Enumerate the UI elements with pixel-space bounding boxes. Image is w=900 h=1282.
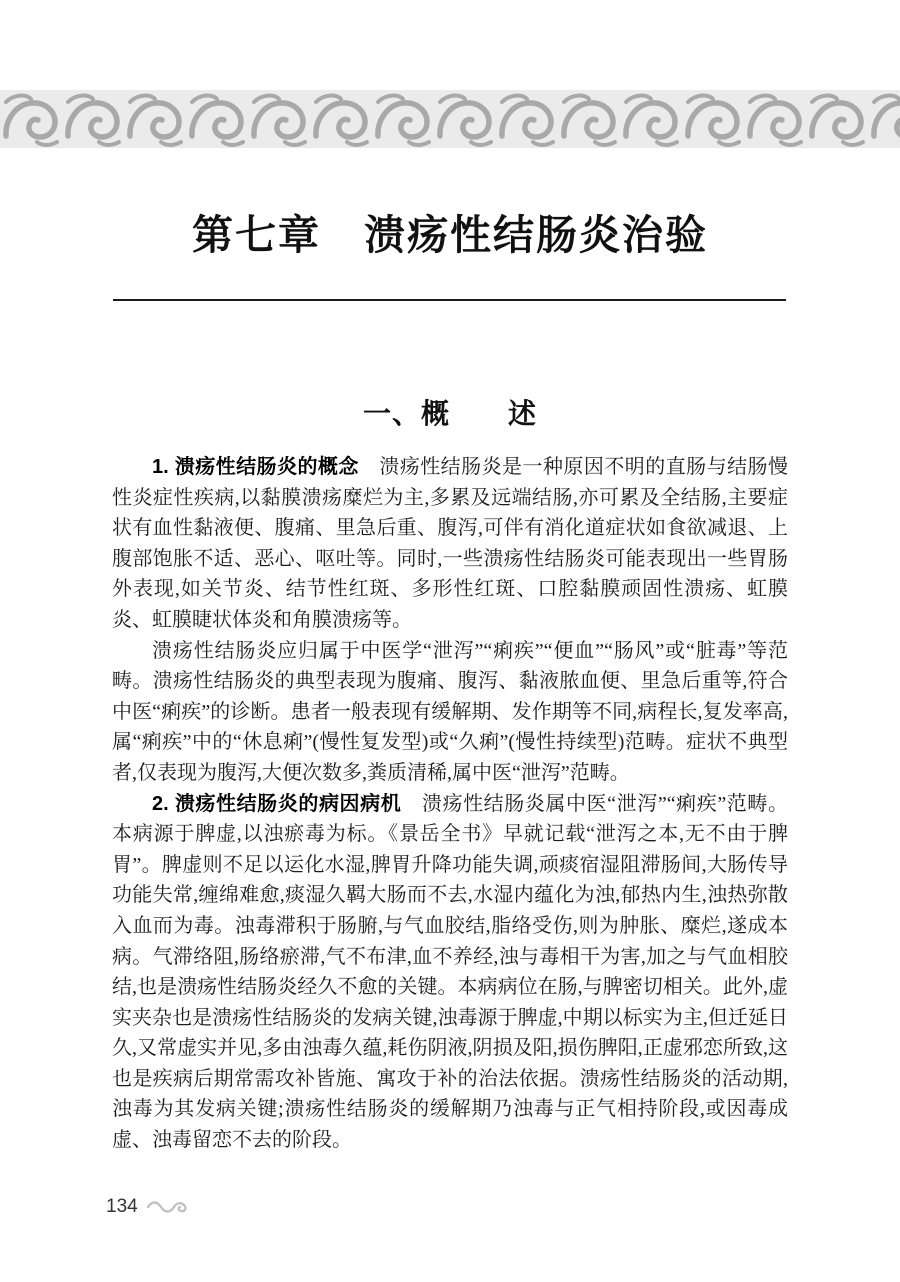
paragraph-3-lead: 2. 溃疡性结肠炎的病因病机	[152, 792, 422, 815]
footer-ornament-icon	[146, 1198, 194, 1216]
paragraph-1	[112, 452, 788, 636]
body-text	[112, 452, 788, 1156]
page-footer	[106, 1196, 194, 1218]
section-title: 一、概 述	[362, 398, 537, 429]
paragraph-3	[112, 789, 788, 1156]
paragraph-2	[112, 636, 788, 789]
page-number: 134	[106, 1196, 138, 1217]
title-divider	[113, 299, 786, 301]
chapter-title: 第七章 溃疡性结肠炎治验	[192, 212, 708, 258]
paragraph-2-text: 溃疡性结肠炎应归属于中医学“泄泻”“痢疾”“便血”“肠风”或“脏毒”等范畴。溃疡性结肠炎的典型表现为腹痛、腹泻、黏液脓血便、里急后重等,符合中医“痢疾”的诊断。患者一般表现有缓解期、发作期等不同,病程长,复发率高,属“痢疾”中的“休息痢”(慢性复发型)或“久痢”(慢性持续型)范畴。症状不典型者,仅表现为腹泻,大便次数多,粪质清稀,属中医“泄泻”范畴。	[112, 639, 788, 784]
paragraph-1-lead: 1. 溃疡性结肠炎的概念	[152, 456, 380, 478]
paragraph-3-text: 溃疡性结肠炎属中医“泄泻”“痢疾”范畴。本病源于脾虚,以浊瘀毒为标。《景岳全书》早就记载“泄泻之本,无不由于脾胃”。脾虚则不足以运化水湿,脾胃升降功能失调,顽痰宿湿阻滞肠间,大肠传导功能失常,缠绵难愈,痰湿久羁大肠而不去,水湿内蕴化为浊,郁热内生,浊热弥散入血而为毒。浊毒滞积于肠腑,与气血胶结,脂络受伤,则为肿胀、糜烂,遂成本病。气滞络阻,肠络瘀滞,气不布津,血不养经,浊与毒相干为害,加之与气血相胶结,也是溃疡性结肠炎经久不愈的关键。本病病位在肠,与脾密切相关。此外,虚实夹杂也是溃疡性结肠炎的发病关键,浊毒源于脾虚,中期以标实为主,但迁延日久,又常虚实并见,多由浊毒久蕴,耗伤阴液,阴损及阳,损伤脾阳,正虚邪恋所致,这也是疾病后期常需攻补皆施、寓攻于补的治法依据。溃疡性结肠炎的活动期,浊毒为其发病关键;溃疡性结肠炎的缓解期乃浊毒与正气相持阶段,或因毒成虚、浊毒留恋不去的阶段。	[112, 792, 788, 1152]
paragraph-1-text: 溃疡性结肠炎是一种原因不明的直肠与结肠慢性炎症性疾病,以黏膜溃疡糜烂为主,多累及远端结肠,亦可累及全结肠,主要症状有血性黏液便、腹痛、里急后重、腹泻,可伴有消化道症状如食欲减退、上腹部饱胀不适、恶心、呕吐等。同时,一些溃疡性结肠炎可能表现出一些胃肠外表现,如关节炎、结节性红斑、多形性红斑、口腔黏膜顽固性溃疡、虹膜炎、虹膜睫状体炎和角膜溃疡等。	[112, 456, 788, 631]
ornamental-band	[0, 90, 900, 148]
